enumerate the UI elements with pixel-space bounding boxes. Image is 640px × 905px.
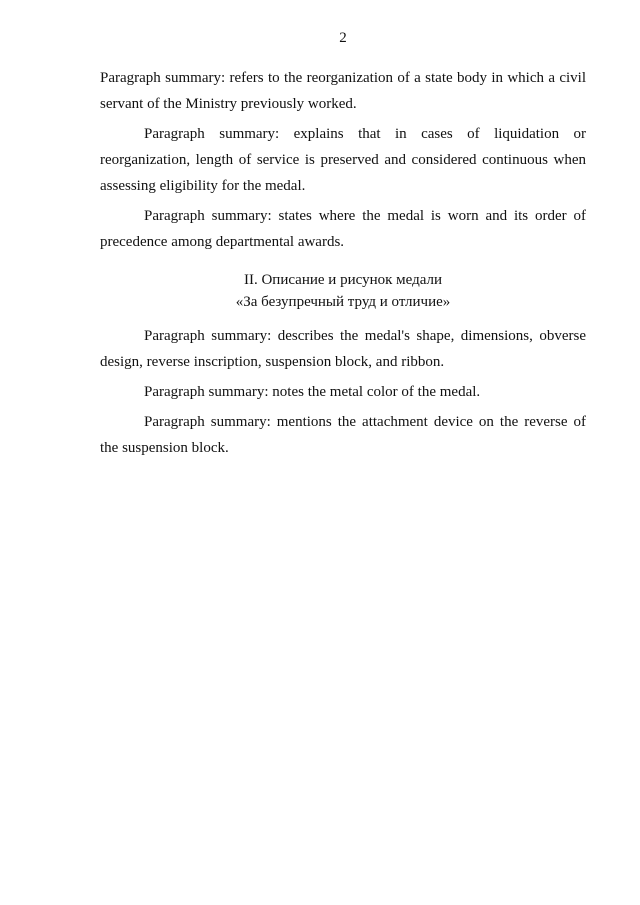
section-heading-line-1: II. Описание и рисунок медали xyxy=(243,272,443,288)
paragraph-1: Paragraph summary: refers to the reorganization of a state body in which a civil servant of the Ministry previously worked. xyxy=(100,70,586,112)
paragraph-5: Paragraph summary: notes the metal color of the medal. xyxy=(144,384,481,400)
section-heading xyxy=(100,269,586,313)
page-number: 2 xyxy=(339,30,347,46)
paragraph-6: Paragraph summary: mentions the attachment device on the reverse of the suspension block. xyxy=(100,414,586,456)
paragraph-4: Paragraph summary: describes the medal's shape, dimensions, obverse design, reverse inscription, suspension block, and ribbon. xyxy=(100,328,586,370)
paragraph-3: Paragraph summary: states where the medal is worn and its order of precedence among departmental awards. xyxy=(100,208,586,250)
section-heading-line-2: «За безупречный труд и отличие» xyxy=(235,294,451,310)
paragraph-2: Paragraph summary: explains that in cases of liquidation or reorganization, length of service is preserved and considered continuous when assessing eligibility for the medal. xyxy=(100,126,586,194)
